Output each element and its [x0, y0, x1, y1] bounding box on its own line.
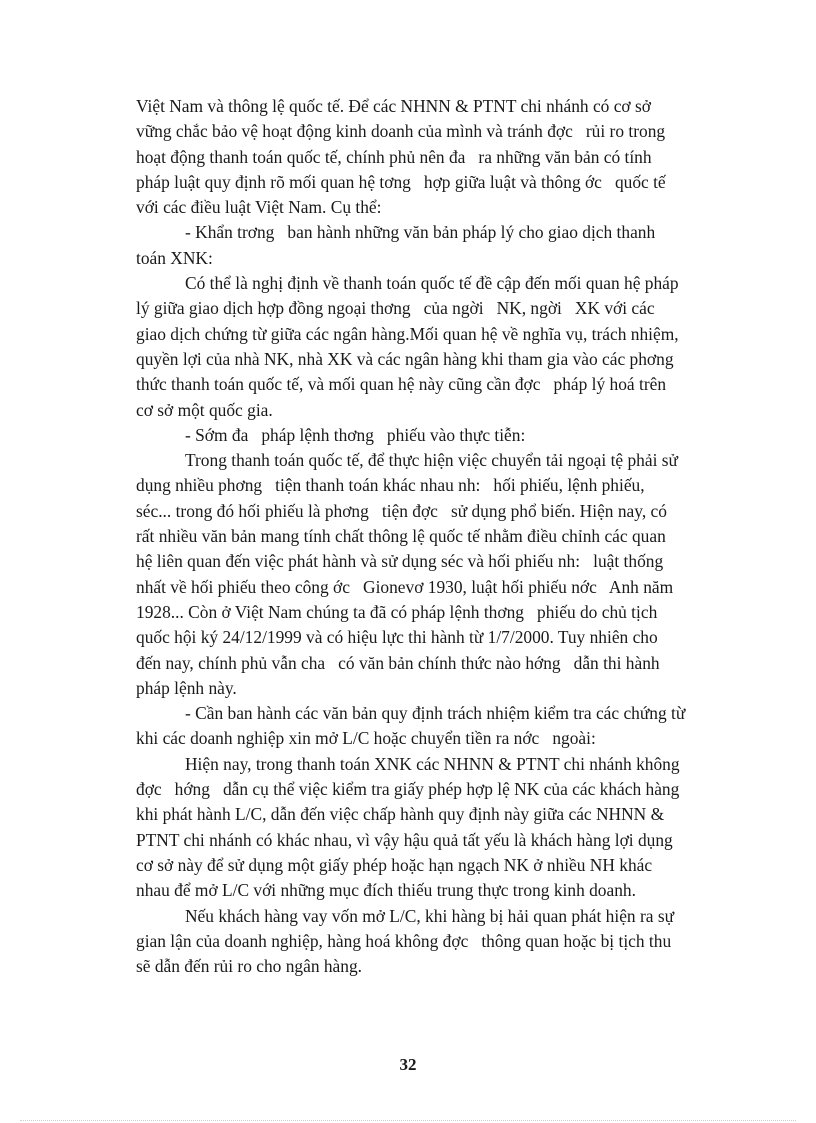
- text-line: với các điều luật Việt Nam. Cụ thể:: [136, 197, 382, 218]
- text-line: vững chắc bảo vệ hoạt động kinh doanh của mình và tránh đợc rủi ro trong: [136, 121, 666, 142]
- page-number: 32: [399, 1055, 417, 1074]
- text-line: khi các doanh nghiệp xin mở L/C hoặc chuyển tiền ra nớc ngoài:: [136, 728, 596, 749]
- text-line: thức thanh toán quốc tế, và mối quan hệ này cũng cần đợc pháp lý hoá trên: [136, 374, 667, 395]
- text-line: PTNT chi nhánh có khác nhau, vì vậy hậu quả tất yếu là khách hàng lợi dụng: [136, 829, 673, 850]
- text-line: - Khẩn trơng ban hành những văn bản pháp lý cho giao dịch thanh: [185, 222, 656, 243]
- text-line: giao dịch chứng từ giữa các ngân hàng.Mối quan hệ về nghĩa vụ, trách nhiệm,: [136, 323, 679, 344]
- text-line: Hiện nay, trong thanh toán XNK các NHNN & PTNT chi nhánh không: [185, 753, 680, 774]
- text-line: - Cần ban hành các văn bản quy định trách nhiệm kiểm tra các chứng từ: [185, 703, 686, 724]
- text-line: cơ sở một quốc gia.: [136, 399, 273, 420]
- text-line: đến nay, chính phủ vẫn cha có văn bản chính thức nào hớng dẫn thi hành: [136, 652, 660, 673]
- text-line: Có thể là nghị định về thanh toán quốc tế đề cập đến mối quan hệ pháp: [185, 273, 679, 294]
- text-line: Nếu khách hàng vay vốn mở L/C, khi hàng bị hải quan phát hiện ra sự: [185, 905, 675, 926]
- text-line: Trong thanh toán quốc tế, để thực hiện việc chuyển tải ngoại tệ phải sử: [185, 450, 678, 471]
- text-line: pháp lệnh này.: [136, 677, 237, 698]
- text-line: rất nhiều văn bản mang tính chất thông lệ quốc tế nhằm điều chỉnh các quan: [136, 526, 666, 547]
- text-line: hệ liên quan đến việc phát hành và sử dụng séc và hối phiếu nh: luật thống: [136, 551, 664, 572]
- text-line: sẽ dẫn đến rủi ro cho ngân hàng.: [136, 956, 363, 977]
- text-line: 1928... Còn ở Việt Nam chúng ta đã có pháp lệnh thơng phiếu do chủ tịch: [136, 601, 658, 622]
- text-line: khi phát hành L/C, dẫn đến việc chấp hành quy định này giữa các NHNN &: [136, 804, 665, 825]
- text-line: lý giữa giao dịch hợp đồng ngoại thơng của ngời NK, ngời XK với các: [136, 298, 655, 319]
- text-line: séc... trong đó hối phiếu là phơng tiện đợc sử dụng phổ biến. Hiện nay, có: [136, 500, 667, 521]
- text-line: - Sớm đa pháp lệnh thơng phiếu vào thực tiễn:: [185, 424, 526, 445]
- text-line: cơ sở này để sử dụng một giấy phép hoặc hạn ngạch NK ở nhiều NH khác: [136, 854, 653, 875]
- text-line: toán XNK:: [136, 247, 213, 268]
- text-line: hoạt động thanh toán quốc tế, chính phủ nên đa ra những văn bản có tính: [136, 146, 652, 167]
- text-line: dụng nhiều phơng tiện thanh toán khác nhau nh: hối phiếu, lệnh phiếu,: [136, 475, 645, 496]
- text-line: đợc hớng dẫn cụ thể việc kiểm tra giấy phép hợp lệ NK của các khách hàng: [136, 779, 680, 800]
- text-line: nhau để mở L/C với những mục đích thiếu trung thực trong kinh doanh.: [136, 880, 636, 901]
- text-line: pháp luật quy định rõ mối quan hệ tơng hợp giữa luật và thông ớc quốc tế: [136, 171, 666, 192]
- page-bottom-divider: [20, 1120, 796, 1121]
- text-line: nhất về hối phiếu theo công ớc Gionevơ 1930, luật hối phiếu nớc Anh năm: [136, 576, 674, 597]
- text-line: quốc hội ký 24/12/1999 và có hiệu lực thi hành từ 1/7/2000. Tuy nhiên cho: [136, 627, 658, 648]
- text-line: gian lận của doanh nghiệp, hàng hoá không đợc thông quan hoặc bị tịch thu: [136, 930, 672, 951]
- text-line: Việt Nam và thông lệ quốc tế. Để các NHNN & PTNT chi nhánh có cơ sở: [136, 96, 651, 116]
- text-line: quyền lợi của nhà NK, nhà XK và các ngân hàng khi tham gia vào các phơng: [136, 348, 674, 369]
- body-text: [136, 94, 738, 979]
